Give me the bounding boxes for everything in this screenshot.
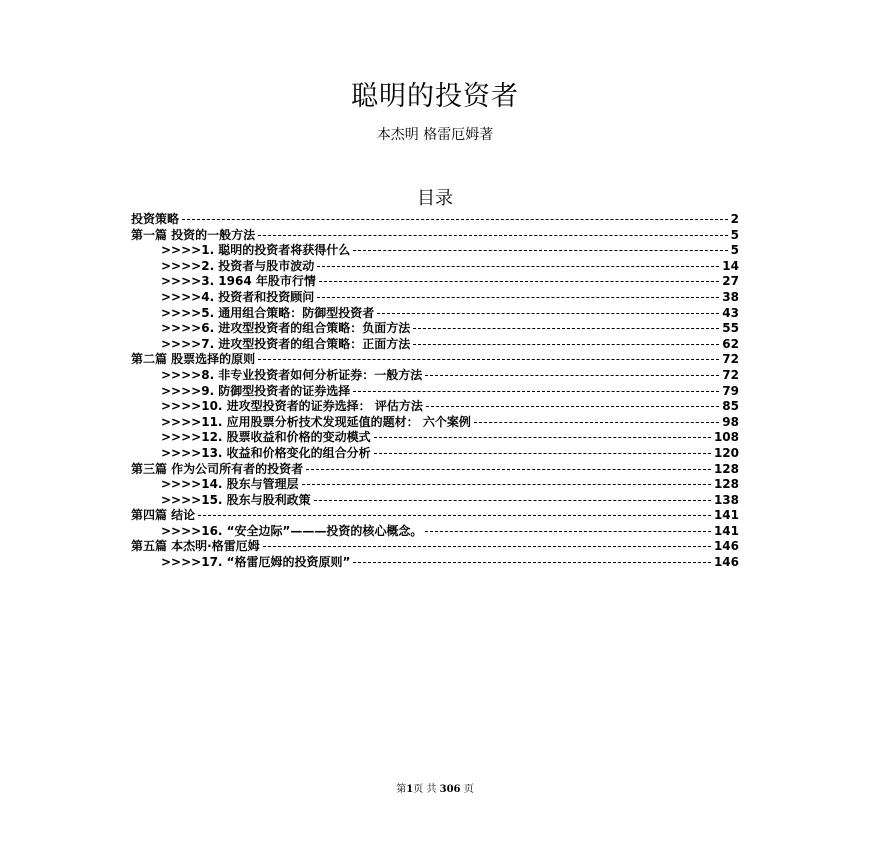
toc-dot-leader bbox=[258, 359, 719, 360]
toc-entry-part[interactable] bbox=[131, 228, 739, 244]
toc-entry-label: >>>>5. 通用组合策略：防御型投资者 bbox=[161, 305, 375, 320]
toc-entry-part[interactable] bbox=[131, 508, 739, 524]
toc-entry-chapter[interactable] bbox=[131, 493, 739, 509]
toc-entry-label: >>>>9. 防御型投资者的证券选择 bbox=[161, 383, 351, 398]
page-footer bbox=[0, 780, 870, 795]
toc-entry-label: >>>>8. 非专业投资者如何分析证券：一般方法 bbox=[161, 367, 423, 382]
toc-entry-chapter[interactable] bbox=[131, 243, 739, 259]
toc-entry-chapter[interactable] bbox=[131, 430, 739, 446]
toc-entry-label: >>>>7. 进攻型投资者的组合策略：正面方法 bbox=[161, 336, 411, 351]
toc-entry-chapter[interactable] bbox=[131, 415, 739, 431]
toc-entry-label: >>>>10. 进攻型投资者的证券选择： 评估方法 bbox=[161, 399, 423, 414]
toc-entry-page: 55 bbox=[722, 321, 739, 336]
toc-entry-page: 72 bbox=[722, 352, 739, 367]
document-author: 本杰明 格雷厄姆著 bbox=[376, 127, 494, 143]
toc-dot-leader bbox=[425, 375, 719, 376]
footer-total-pages: 306 bbox=[439, 784, 461, 795]
toc-entry-chapter[interactable] bbox=[131, 477, 739, 493]
toc-entry-page: 138 bbox=[713, 492, 739, 507]
toc-entry-chapter[interactable] bbox=[131, 337, 739, 353]
toc-entry-label: >>>>13. 收益和价格变化的组合分析 bbox=[161, 445, 371, 460]
toc-entry-page: 5 bbox=[730, 227, 739, 242]
toc-entry-page: 146 bbox=[713, 555, 739, 570]
toc-entry-page: 79 bbox=[722, 383, 739, 398]
toc-entry-page: 141 bbox=[713, 508, 739, 523]
toc-entry-page: 72 bbox=[722, 367, 739, 382]
toc-dot-leader bbox=[314, 500, 711, 501]
toc-entry-page: 141 bbox=[713, 523, 739, 538]
toc-heading: 目录 bbox=[417, 188, 453, 209]
toc-entry-chapter[interactable] bbox=[131, 384, 739, 400]
toc-dot-leader bbox=[317, 266, 719, 267]
toc-entry-page: 27 bbox=[722, 274, 739, 289]
toc-dot-leader bbox=[306, 469, 711, 470]
toc-entry-label: >>>>17. “格雷厄姆的投资原则” bbox=[161, 555, 351, 570]
toc-entry-page: 38 bbox=[722, 289, 739, 304]
toc-dot-leader bbox=[377, 313, 719, 314]
toc-dot-leader bbox=[374, 453, 711, 454]
toc-entry-page: 128 bbox=[713, 477, 739, 492]
toc-dot-leader bbox=[198, 515, 711, 516]
toc-entry-part[interactable] bbox=[131, 212, 739, 228]
toc-dot-leader bbox=[413, 328, 719, 329]
toc-dot-leader bbox=[426, 406, 719, 407]
toc-entry-label: >>>>14. 股东与管理层 bbox=[161, 477, 299, 492]
toc-dot-leader bbox=[353, 250, 727, 251]
toc-entry-chapter[interactable] bbox=[131, 290, 739, 306]
toc-entry-page: 14 bbox=[722, 258, 739, 273]
toc-entry-page: 5 bbox=[730, 243, 739, 258]
toc-entry-chapter[interactable] bbox=[131, 274, 739, 290]
toc-dot-leader bbox=[413, 344, 719, 345]
toc-entry-label: >>>>6. 进攻型投资者的组合策略：负面方法 bbox=[161, 321, 411, 336]
toc-entry-label: 第四篇 结论 bbox=[131, 508, 196, 523]
toc-dot-leader bbox=[353, 391, 719, 392]
toc-entry-label: 第五篇 本杰明·格雷厄姆 bbox=[131, 539, 260, 554]
toc-entry-page: 120 bbox=[713, 445, 739, 460]
toc-entry-label: 第三篇 作为公司所有者的投资者 bbox=[131, 461, 304, 476]
toc-dot-leader bbox=[374, 437, 711, 438]
toc-entry-page: 43 bbox=[722, 305, 739, 320]
toc-entry-page: 62 bbox=[722, 336, 739, 351]
toc-dot-leader bbox=[258, 235, 727, 236]
toc-dot-leader bbox=[425, 531, 711, 532]
toc-dot-leader bbox=[302, 484, 711, 485]
footer-mid: 页 共 bbox=[413, 784, 437, 795]
toc-entry-chapter[interactable] bbox=[131, 368, 739, 384]
footer-suffix: 页 bbox=[463, 784, 474, 795]
toc-entry-page: 2 bbox=[730, 212, 739, 226]
toc-entry-chapter[interactable] bbox=[131, 306, 739, 322]
toc-entry-label: >>>>3. 1964 年股市行情 bbox=[161, 274, 316, 289]
toc-entry-part[interactable] bbox=[131, 352, 739, 368]
footer-prefix: 第 bbox=[396, 784, 407, 795]
toc-entry-page: 146 bbox=[713, 539, 739, 554]
toc-entry-page: 98 bbox=[722, 414, 739, 429]
toc-entry-label: >>>>15. 股东与股利政策 bbox=[161, 492, 311, 507]
toc-entry-label: >>>>16. “安全边际”———投资的核心概念。 bbox=[161, 523, 423, 538]
toc-entry-chapter[interactable] bbox=[131, 555, 739, 571]
toc-dot-leader bbox=[317, 297, 719, 298]
toc-entry-label: 投资策略 bbox=[131, 212, 180, 226]
toc-entry-chapter[interactable] bbox=[131, 446, 739, 462]
toc-dot-leader bbox=[319, 281, 719, 282]
toc-entry-label: 第一篇 投资的一般方法 bbox=[131, 227, 256, 242]
toc-entry-page: 128 bbox=[713, 461, 739, 476]
toc-entry-chapter[interactable] bbox=[131, 524, 739, 540]
toc-entry-chapter[interactable] bbox=[131, 321, 739, 337]
toc-dot-leader bbox=[474, 422, 719, 423]
toc-entry-page: 85 bbox=[722, 399, 739, 414]
toc-dot-leader bbox=[182, 219, 728, 220]
toc-dot-leader bbox=[263, 546, 711, 547]
toc-entry-part[interactable] bbox=[131, 462, 739, 478]
toc-dot-leader bbox=[353, 562, 711, 563]
footer-page-number: 1 bbox=[406, 784, 414, 795]
toc-entry-label: >>>>12. 股票收益和价格的变动模式 bbox=[161, 430, 371, 445]
toc-entry-label: >>>>1. 聪明的投资者将获得什么 bbox=[161, 243, 351, 258]
toc-entry-label: >>>>4. 投资者和投资顾问 bbox=[161, 289, 315, 304]
toc-entry-part[interactable] bbox=[131, 539, 739, 555]
toc-entry-chapter[interactable] bbox=[131, 399, 739, 415]
toc-entry-label: 第二篇 股票选择的原则 bbox=[131, 352, 256, 367]
toc-entry-label: >>>>11. 应用股票分析技术发现延值的题材： 六个案例 bbox=[161, 414, 471, 429]
toc-entry-chapter[interactable] bbox=[131, 259, 739, 275]
table-of-contents bbox=[131, 212, 739, 571]
toc-entry-page: 108 bbox=[713, 430, 739, 445]
toc-entry-label: >>>>2. 投资者与股市波动 bbox=[161, 258, 315, 273]
document-title: 聪明的投资者 bbox=[351, 81, 519, 112]
